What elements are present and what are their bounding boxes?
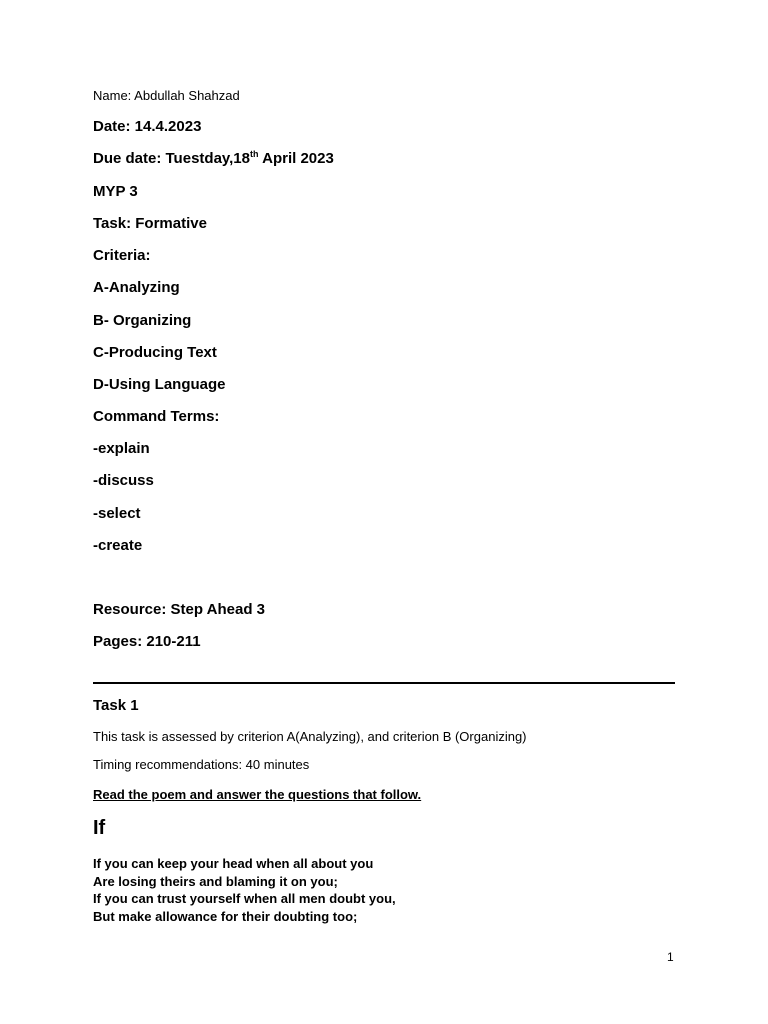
command-term-discuss: -discuss <box>93 472 154 489</box>
grade-level: MYP 3 <box>93 183 138 200</box>
task1-timing: Timing recommendations: 40 minutes <box>93 757 310 772</box>
resource: Resource: Step Ahead 3 <box>93 601 265 618</box>
task-type: Task: Formative <box>93 215 207 232</box>
criterion-b: B- Organizing <box>93 312 192 329</box>
command-terms-label: Command Terms: <box>93 408 220 425</box>
poem-title: If <box>93 817 106 839</box>
due-date-prefix: Due date: Tuestday,18 <box>93 150 250 167</box>
command-term-create: -create <box>93 537 143 554</box>
criterion-d: D-Using Language <box>93 376 226 393</box>
due-date-suffix: April 2023 <box>258 150 334 167</box>
page-number: 1 <box>667 950 674 964</box>
criteria-label: Criteria: <box>93 247 151 264</box>
task1-title: Task 1 <box>93 697 139 714</box>
poem-line: If you can trust yourself when all men doubt you, <box>93 891 396 906</box>
due-date <box>93 151 334 166</box>
student-name: Name: Abdullah Shahzad <box>93 88 240 103</box>
poem-line: If you can keep your head when all about you <box>93 856 374 871</box>
horizontal-divider <box>93 682 675 684</box>
criterion-c: C-Producing Text <box>93 344 217 361</box>
criterion-a: A-Analyzing <box>93 279 180 296</box>
task1-instruction: Read the poem and answer the questions that follow. <box>93 787 422 802</box>
due-date-superscript: th <box>250 149 259 159</box>
poem-line: But make allowance for their doubting too; <box>93 908 358 924</box>
date: Date: 14.4.2023 <box>93 118 202 135</box>
command-term-select: -select <box>93 505 141 522</box>
task1-assessment: This task is assessed by criterion A(Analyzing), and criterion B (Organizing) <box>93 729 527 744</box>
command-term-explain: -explain <box>93 440 150 457</box>
poem-stanza <box>93 855 396 925</box>
poem-line: Are losing theirs and blaming it on you; <box>93 873 338 889</box>
pages: Pages: 210-211 <box>93 633 201 650</box>
